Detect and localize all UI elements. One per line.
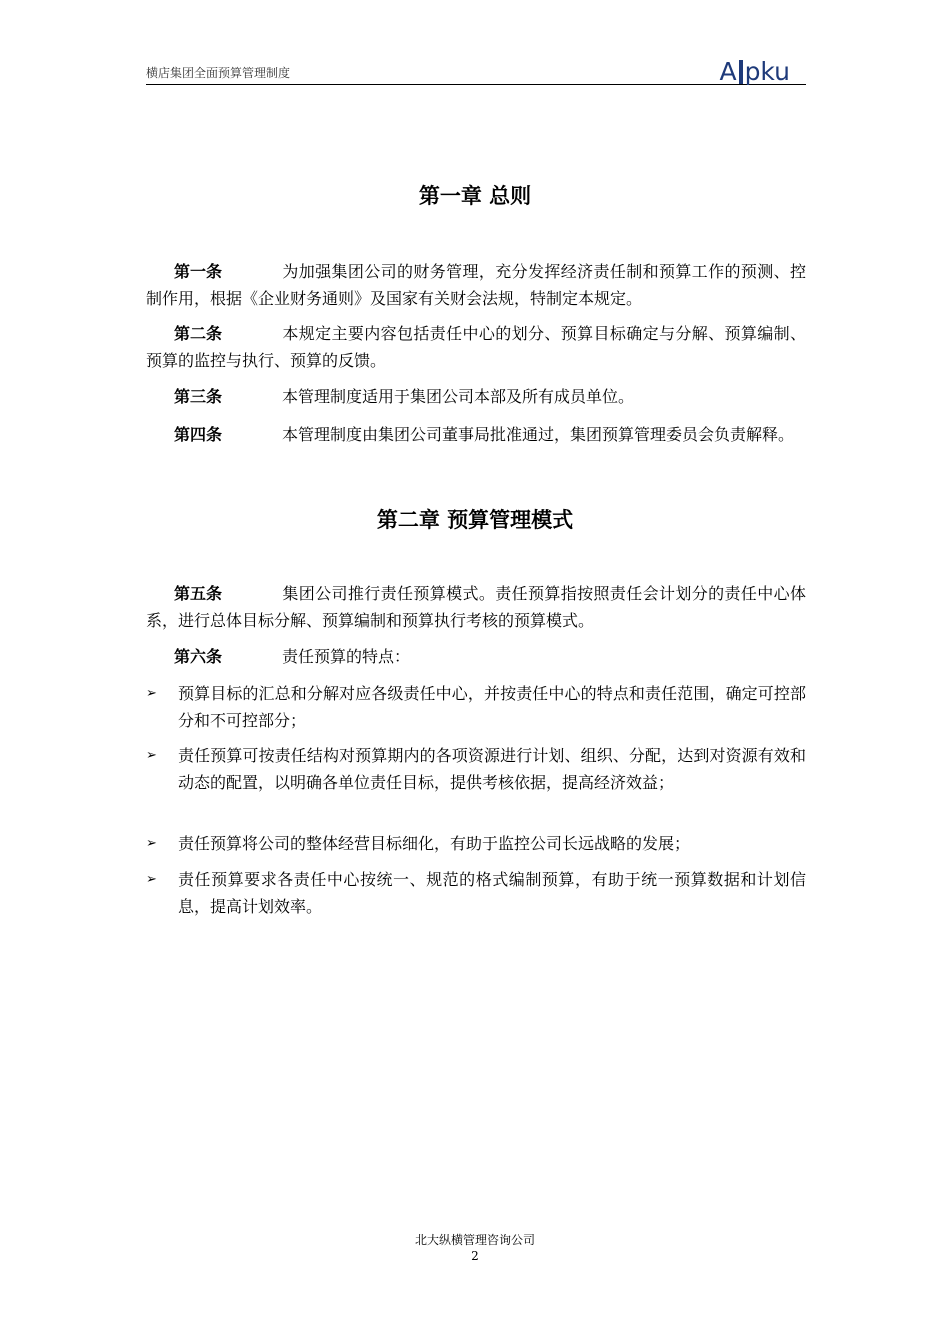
article-text: 集团公司推行责任预算模式。责任预算指按照责任会计划分的责任中心体系，进行总体目标分解、预算编制和预算执行考核的预算模式。 — [146, 584, 806, 630]
list-item-text: 责任预算要求各责任中心按统一、规范的格式编制预算，有助于统一预算数据和计划信息，提高计划效率。 — [178, 870, 806, 916]
list-item-text: 责任预算将公司的整体经营目标细化，有助于监控公司长远战略的发展； — [178, 834, 691, 853]
article-1 — [146, 258, 806, 312]
article-text: 本规定主要内容包括责任中心的划分、预算目标确定与分解、预算编制、预算的监控与执行、预算的反馈。 — [146, 324, 806, 370]
list-item-text: 责任预算可按责任结构对预算期内的各项资源进行计划、组织、分配，达到对资源有效和动态的配置，以明确各单位责任目标，提供考核依据，提高经济效益； — [178, 746, 806, 792]
article-text: 本管理制度由集团公司董事局批准通过，集团预算管理委员会负责解释。 — [282, 425, 795, 444]
arrow-bullet-icon: ➢ — [146, 836, 157, 851]
arrow-bullet-icon: ➢ — [146, 686, 157, 701]
article-label: 第一条 — [174, 262, 223, 281]
header-title: 横店集团全面预算管理制度 — [146, 66, 291, 80]
article-2 — [146, 320, 806, 374]
list-item — [146, 680, 806, 734]
article-text: 本管理制度适用于集团公司本部及所有成员单位。 — [282, 387, 635, 406]
arrow-bullet-icon: ➢ — [146, 748, 157, 763]
article-label: 第二条 — [174, 324, 223, 343]
article-6 — [146, 643, 806, 670]
article-5 — [146, 580, 806, 634]
list-item — [146, 830, 806, 857]
footer-company: 北大纵横管理咨询公司 — [414, 1233, 535, 1247]
article-label: 第五条 — [174, 584, 223, 603]
article-text: 责任预算的特点： — [282, 647, 411, 666]
list-item-text: 预算目标的汇总和分解对应各级责任中心，并按责任中心的特点和责任范围，确定可控部分和不可控部分； — [178, 684, 806, 730]
article-text: 为加强集团公司的财务管理，充分发挥经济责任制和预算工作的预测、控制作用，根据《企业财务通则》及国家有关财会法规，特制定本规定。 — [146, 262, 806, 308]
logo-text-right: pku — [744, 57, 790, 86]
logo-mark-icon — [739, 60, 743, 84]
list-item — [146, 866, 806, 920]
article-4 — [146, 421, 806, 448]
article-label: 第四条 — [174, 425, 223, 444]
company-logo — [719, 59, 790, 84]
arrow-bullet-icon: ➢ — [146, 872, 157, 887]
list-item — [146, 742, 806, 796]
page-header — [146, 54, 806, 85]
page-number: 2 — [471, 1249, 479, 1263]
logo-text-left: A — [719, 57, 737, 86]
chapter-title-1: 第一章 总则 — [418, 184, 532, 208]
chapter-title-2: 第二章 预算管理模式 — [376, 508, 574, 532]
article-label: 第六条 — [174, 647, 223, 666]
article-label: 第三条 — [174, 387, 223, 406]
article-3 — [146, 383, 806, 410]
